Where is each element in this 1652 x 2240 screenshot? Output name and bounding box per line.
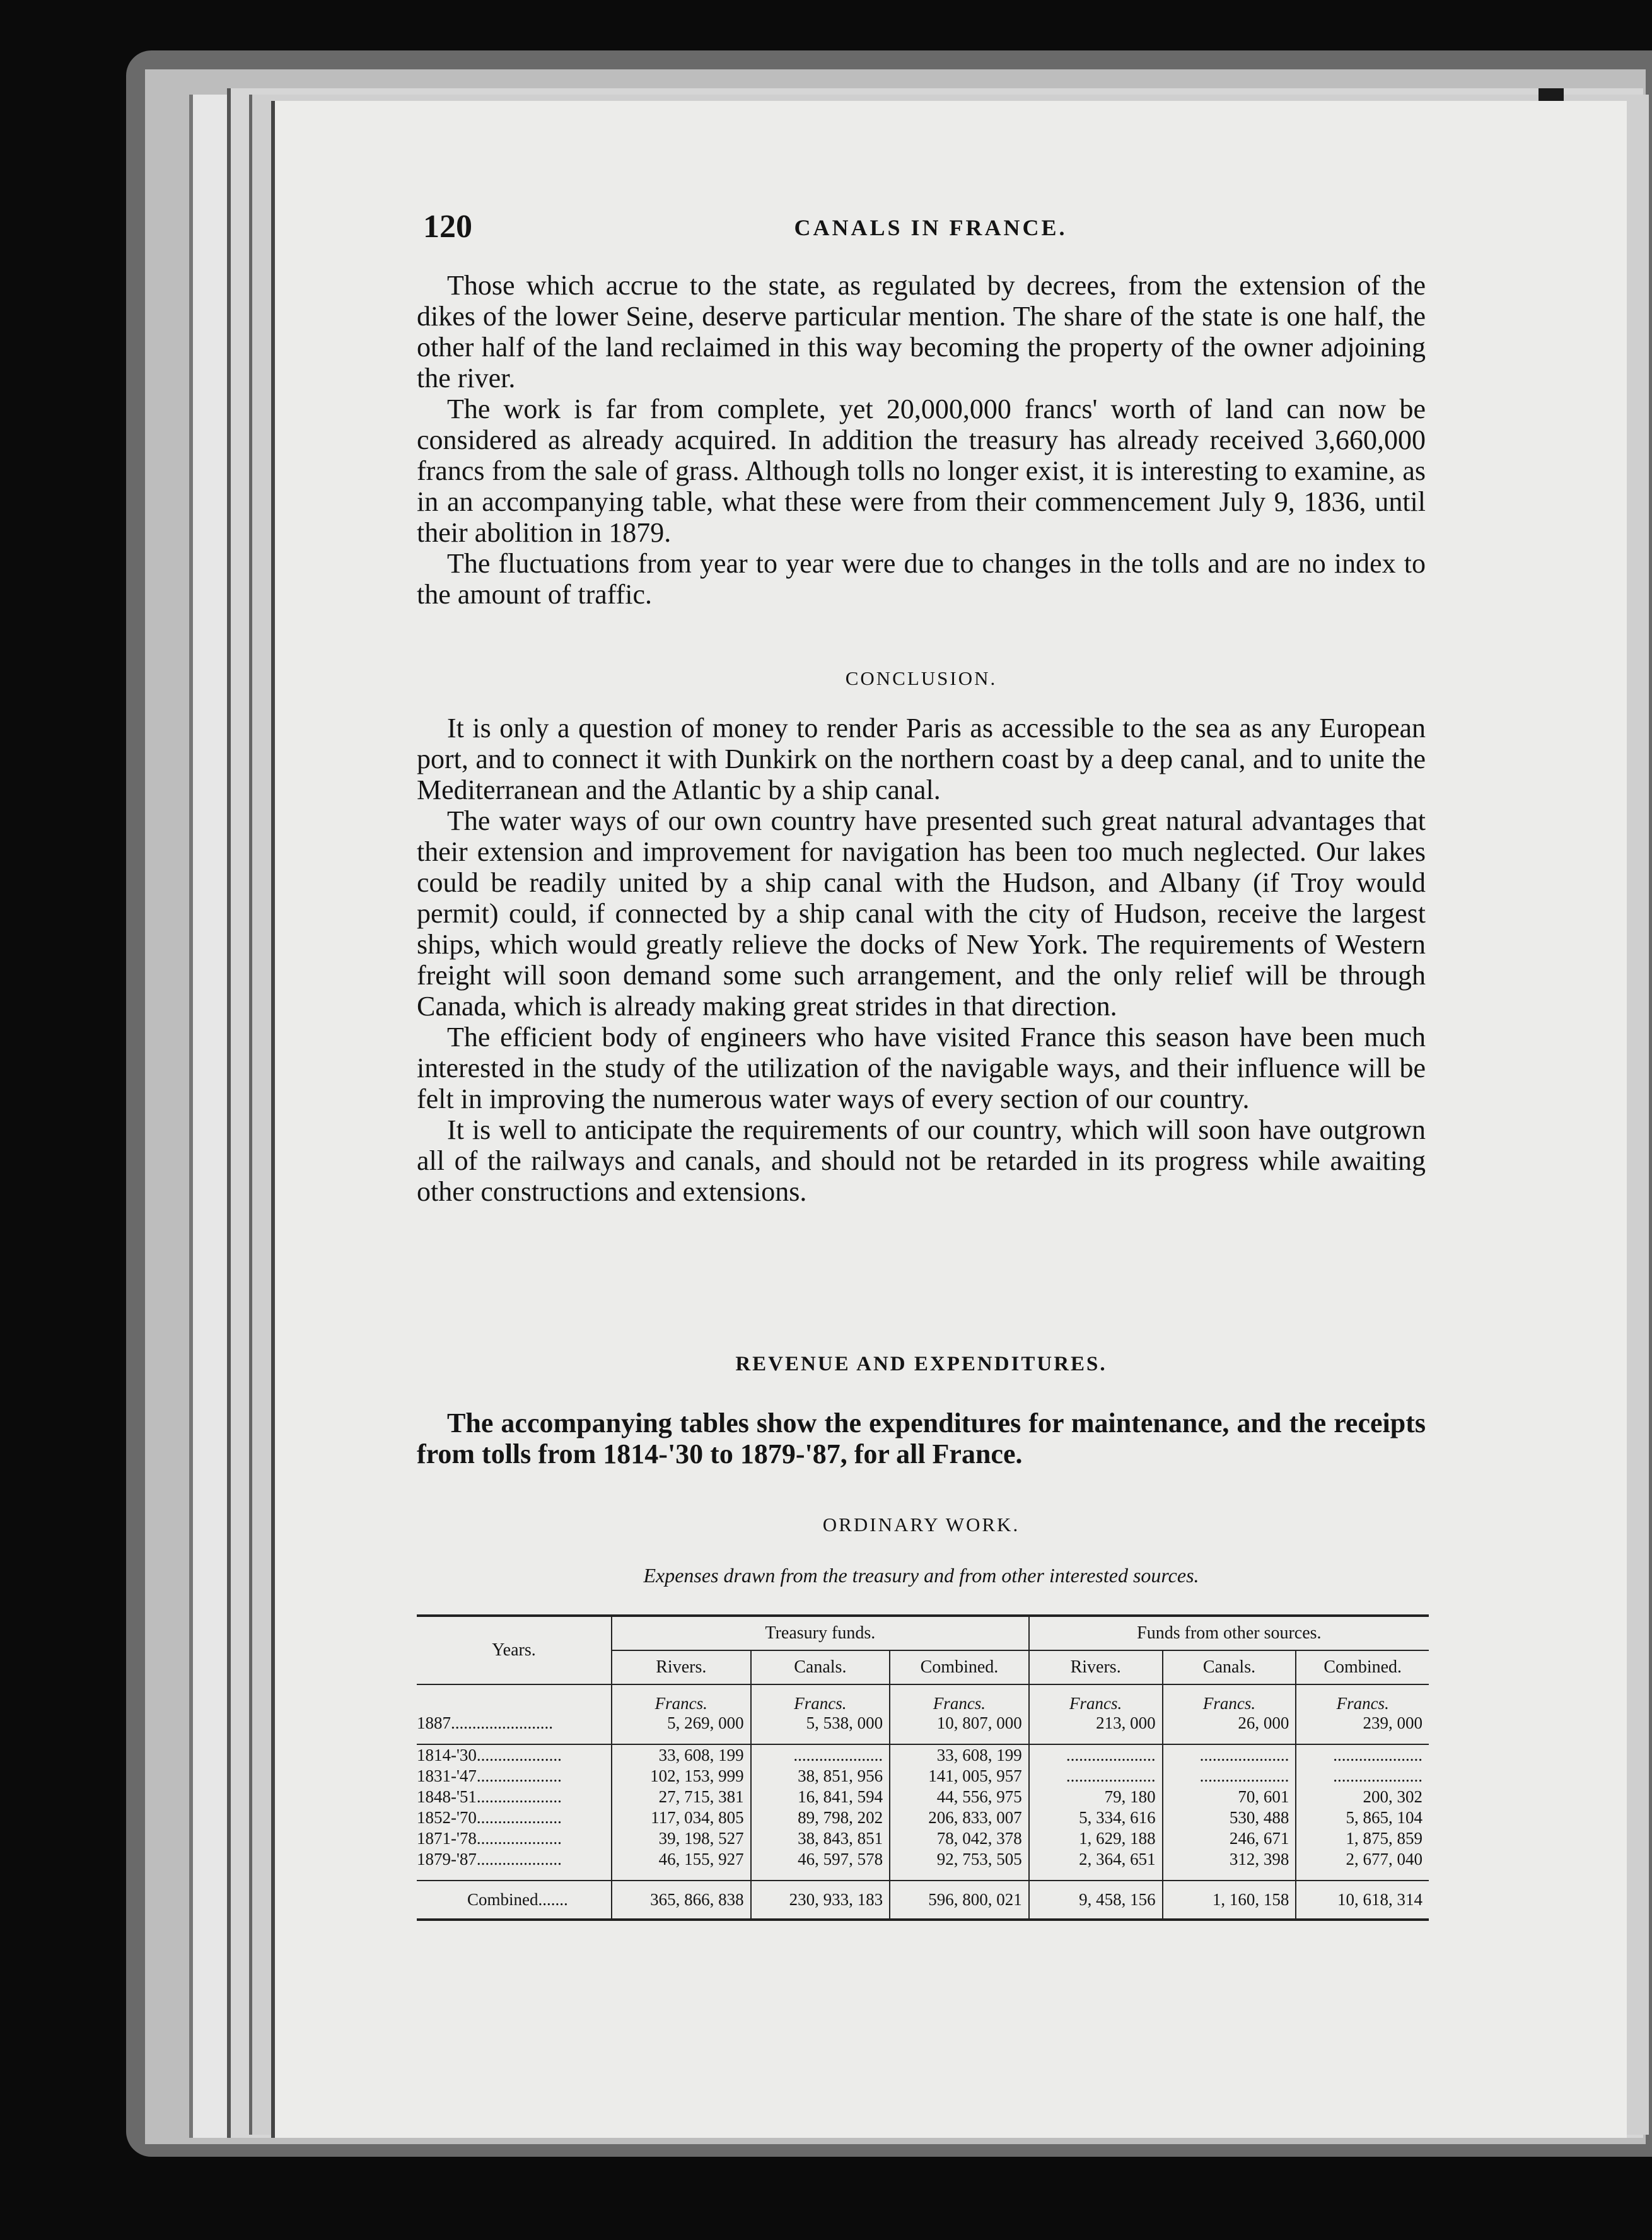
- column-header: Canals.: [751, 1650, 890, 1684]
- value-cell: .....................: [1296, 1744, 1429, 1766]
- book-page: [271, 101, 1627, 2138]
- table-caption: Expenses drawn from the treasury and from other interested sources.: [643, 1564, 1199, 1587]
- revenue-body: [417, 1408, 1426, 1469]
- year-cell: 1848-'51: [417, 1787, 477, 1806]
- total-cell: 10, 618, 314: [1296, 1881, 1429, 1920]
- column-header: Combined.: [1296, 1650, 1429, 1684]
- treasury-funds-header: Treasury funds.: [612, 1616, 1029, 1650]
- value-cell: 2, 364, 651: [1029, 1849, 1163, 1870]
- table-row: 1831-'47.................... 102, 153, 999 38, 851, 956 141, 005, 957 ..................... ..................... .....................: [417, 1766, 1429, 1787]
- revenue-section: [417, 1353, 1426, 1376]
- year-cell: 1879-'87: [417, 1850, 477, 1869]
- body-text-top: [417, 270, 1426, 610]
- value-cell: 79, 180: [1029, 1787, 1163, 1807]
- paragraph: The efficient body of engineers who have visited France this season have been much interested in the study of the utilization of the navigable ways, and their influence will be felt in improving the numerous water ways of every section of our country.: [417, 1022, 1426, 1114]
- value-cell: 39, 198, 527: [612, 1828, 751, 1849]
- unit-label: Francs.: [794, 1694, 847, 1713]
- value-cell: .....................: [1029, 1766, 1163, 1787]
- expenses-table: [417, 1614, 1429, 1921]
- value-cell: 102, 153, 999: [612, 1766, 751, 1787]
- paragraph: The work is far from complete, yet 20,000,000 francs' worth of land can now be considered as already acquired. In addition the treasury has already received 3,660,000 francs from the sale of grass. Although tolls no longer exist, it is interesting to examine, as in an accompanying table, what these were from their commencement July 9, 1836, until their abolition in 1879.: [417, 394, 1426, 548]
- year-cell: 1871-'78: [417, 1829, 477, 1848]
- ordinary-work-section: [417, 1514, 1426, 1536]
- table-row: 1848-'51.................... 27, 715, 381 16, 841, 594 44, 556, 975 79, 180 70, 601 200, 302: [417, 1787, 1429, 1807]
- value-cell: 38, 851, 956: [751, 1766, 890, 1787]
- paragraph: It is only a question of money to render Paris as accessible to the sea as any European port, and to connect it with Dunkirk on the northern coast by a deep canal, and to unite the Mediterranean and the Atlantic by a ship canal.: [417, 713, 1426, 805]
- table-row: 1814-'30.................... 33, 608, 199 ..................... 33, 608, 199 ..................... ..................... .....................: [417, 1744, 1429, 1766]
- unit-label: Francs.: [654, 1694, 707, 1713]
- total-cell: 596, 800, 021: [890, 1881, 1029, 1920]
- column-header: Combined.: [890, 1650, 1029, 1684]
- other-sources-header: Funds from other sources.: [1029, 1616, 1429, 1650]
- table-total-row: Combined....... 365, 866, 838 230, 933, 183 596, 800, 021 9, 458, 156 1, 160, 158 10, 618, 314: [417, 1881, 1429, 1920]
- value-cell: .....................: [751, 1744, 890, 1766]
- value-cell: 5, 538, 000: [806, 1713, 883, 1732]
- column-header: Rivers.: [612, 1650, 751, 1684]
- table-row: 1852-'70.................... 117, 034, 805 89, 798, 202 206, 833, 007 5, 334, 616 530, 488 5, 865, 104: [417, 1807, 1429, 1828]
- value-cell: 78, 042, 378: [890, 1828, 1029, 1849]
- total-cell: 230, 933, 183: [751, 1881, 890, 1920]
- year-cell: 1831-'47: [417, 1766, 477, 1785]
- value-cell: 2, 677, 040: [1296, 1849, 1429, 1870]
- value-cell: .....................: [1163, 1744, 1296, 1766]
- unit-label: Francs.: [1336, 1694, 1389, 1713]
- value-cell: 312, 398: [1163, 1849, 1296, 1870]
- value-cell: 200, 302: [1296, 1787, 1429, 1807]
- years-header: Years.: [492, 1640, 536, 1660]
- value-cell: 246, 671: [1163, 1828, 1296, 1849]
- value-cell: .....................: [1029, 1744, 1163, 1766]
- paragraph: The accompanying tables show the expenditures for maintenance, and the receipts from tolls from 1814-'30 to 1879-'87, for all France.: [417, 1408, 1426, 1469]
- value-cell: 213, 000: [1096, 1713, 1156, 1732]
- table-row: 1879-'87.................... 46, 155, 927 46, 597, 578 92, 753, 505 2, 364, 651 312, 398 2, 677, 040: [417, 1849, 1429, 1870]
- value-cell: 141, 005, 957: [890, 1766, 1029, 1787]
- unit-label: Francs.: [933, 1694, 986, 1713]
- total-cell: 1, 160, 158: [1163, 1881, 1296, 1920]
- value-cell: 1, 875, 859: [1296, 1828, 1429, 1849]
- value-cell: 33, 608, 199: [890, 1744, 1029, 1766]
- paragraph: The water ways of our own country have presented such great natural advantages that their extension and improvement for navigation has been too much neglected. Our lakes could be readily united by a ship canal with the Hudson, and Albany (if Troy would permit) could, if connected by a ship canal with the city of Hudson, receive the largest ships, which would greatly relieve the docks of New York. The requirements of Western freight will soon demand some such arrangement, and the only relief will be through Canada, which is already making great strides in that direction.: [417, 805, 1426, 1022]
- unit-label: Francs.: [1069, 1694, 1122, 1713]
- value-cell: 5, 334, 616: [1029, 1807, 1163, 1828]
- year-cell: 1814-'30: [417, 1746, 477, 1765]
- value-cell: .....................: [1296, 1766, 1429, 1787]
- page-header: [423, 208, 1438, 252]
- paragraph: The fluctuations from year to year were due to changes in the tolls and are no index to the amount of traffic.: [417, 548, 1426, 610]
- total-cell: 365, 866, 838: [612, 1881, 751, 1920]
- value-cell: 26, 000: [1238, 1713, 1289, 1732]
- value-cell: 89, 798, 202: [751, 1807, 890, 1828]
- page-number: 120: [423, 209, 472, 245]
- table-row: 1871-'78.................... 39, 198, 527 38, 843, 851 78, 042, 378 1, 629, 188 246, 671 1, 875, 859: [417, 1828, 1429, 1849]
- value-cell: 46, 597, 578: [751, 1849, 890, 1870]
- value-cell: .....................: [1163, 1766, 1296, 1787]
- paragraph: It is well to anticipate the requirements of our country, which will soon have outgrown all of the railways and canals, and should not be retarded in its progress while awaiting other constructions and extensions.: [417, 1114, 1426, 1207]
- year-cell: 1887: [417, 1713, 451, 1732]
- value-cell: 33, 608, 199: [612, 1744, 751, 1766]
- value-cell: 239, 000: [1363, 1713, 1422, 1732]
- value-cell: 92, 753, 505: [890, 1849, 1029, 1870]
- value-cell: 10, 807, 000: [936, 1713, 1022, 1732]
- value-cell: 27, 715, 381: [612, 1787, 751, 1807]
- value-cell: 46, 155, 927: [612, 1849, 751, 1870]
- paragraph: Those which accrue to the state, as regulated by decrees, from the extension of the dikes of the lower Seine, deserve particular mention. The share of the state is one half, the other half of the land reclaimed in this way becoming the property of the owner adjoining the river.: [417, 270, 1426, 394]
- value-cell: 38, 843, 851: [751, 1828, 890, 1849]
- value-cell: 1, 629, 188: [1029, 1828, 1163, 1849]
- year-cell: 1852-'70: [417, 1808, 477, 1827]
- conclusion-heading: CONCLUSION.: [845, 667, 998, 689]
- table-row-1887: 1887........................ Francs. 5, 269, 000 Francs. 5, 538, 000 Francs. 10, 807, 000 Francs. 213, 000 Francs. 26, 000 Francs. 239, 000: [417, 1684, 1429, 1734]
- total-label: Combined: [467, 1890, 538, 1909]
- value-cell: 117, 034, 805: [612, 1807, 751, 1828]
- total-cell: 9, 458, 156: [1029, 1881, 1163, 1920]
- value-cell: 70, 601: [1163, 1787, 1296, 1807]
- column-header: Canals.: [1163, 1650, 1296, 1684]
- ordinary-work-caption-wrap: [417, 1564, 1426, 1587]
- revenue-heading: REVENUE AND EXPENDITURES.: [735, 1353, 1107, 1375]
- unit-label: Francs.: [1202, 1694, 1256, 1713]
- value-cell: 5, 269, 000: [667, 1713, 744, 1732]
- column-header: Rivers.: [1029, 1650, 1163, 1684]
- value-cell: 5, 865, 104: [1296, 1807, 1429, 1828]
- value-cell: 206, 833, 007: [890, 1807, 1029, 1828]
- conclusion-section: [417, 667, 1426, 690]
- running-title: CANALS IN FRANCE.: [794, 215, 1067, 240]
- ordinary-work-heading: ORDINARY WORK.: [822, 1514, 1020, 1536]
- value-cell: 530, 488: [1163, 1807, 1296, 1828]
- value-cell: 44, 556, 975: [890, 1787, 1029, 1807]
- value-cell: 16, 841, 594: [751, 1787, 890, 1807]
- conclusion-body: [417, 713, 1426, 1207]
